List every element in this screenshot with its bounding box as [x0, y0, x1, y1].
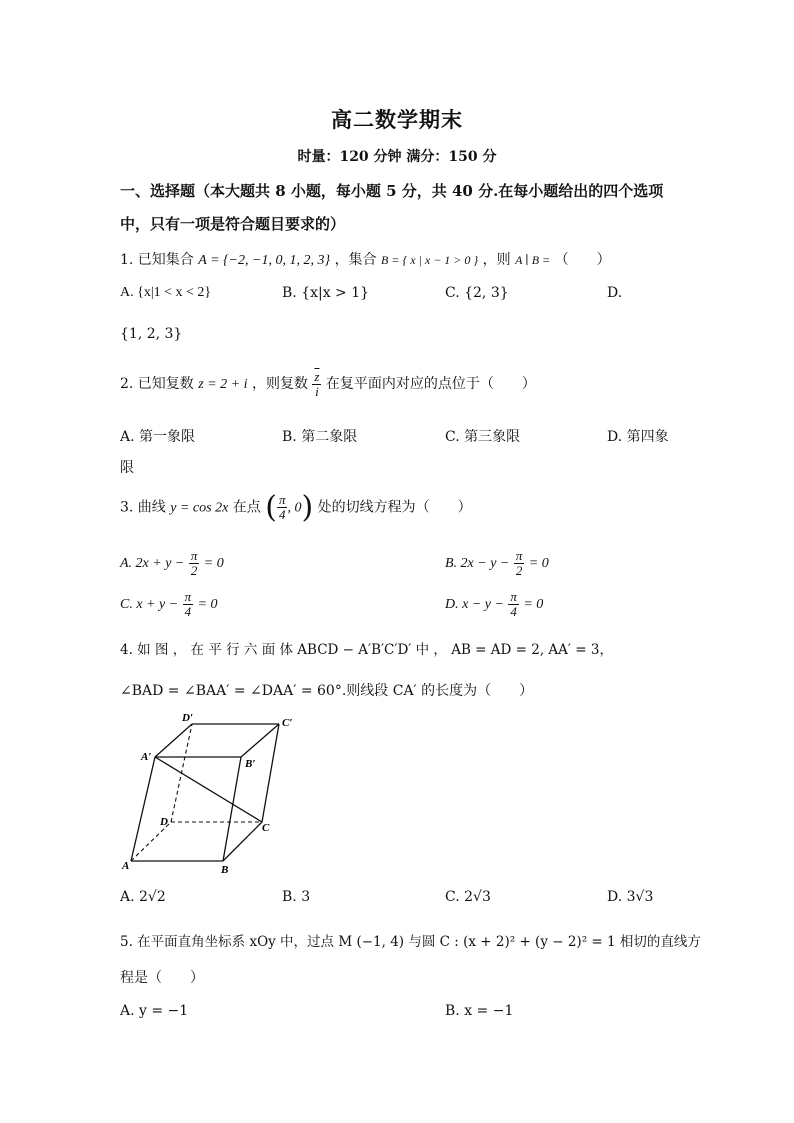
label-c: C: [262, 822, 270, 834]
question-5-line2: 程是（ ）: [120, 970, 204, 986]
q3-curve: y = cos 2x: [170, 500, 229, 516]
q2-end: 在复平面内对应的点位于（ ）: [325, 376, 536, 393]
q3-b-post: = 0: [528, 556, 549, 572]
section-heading: 一、选择题（本大题共 8 小题，每小题 5 分，共 40 分.在每小题给出的四个选项中，只有一项是符合题目要求的）: [120, 182, 664, 233]
q3-d-num: π: [510, 589, 517, 604]
q3-mid: 在点: [232, 499, 261, 516]
q3-option-d: [445, 590, 543, 618]
q3-pt-den: 4: [278, 507, 286, 522]
label-d-prime: D′: [182, 712, 194, 724]
q1-mid: ，集合: [334, 252, 377, 268]
q3-pt-tail: , 0: [287, 500, 302, 516]
exam-info: 时量：120 分钟 满分：150 分: [297, 149, 497, 165]
q1-option-d-value: {1, 2, 3}: [120, 326, 183, 342]
label-a-prime: A′: [141, 751, 152, 763]
q2-z: z = 2 + i: [198, 377, 248, 393]
q3-option-c: [120, 590, 218, 618]
question-4-line1: 4. 如 图 ， 在 平 行 六 面 体 ABCD − A′B′C′D′ 中 ， AB = AD = 2, AA′ = 3，: [120, 642, 613, 658]
q5-option-a: A. y = −1: [120, 1003, 189, 1019]
label-a: A: [122, 860, 130, 872]
question-5-line1: 5. 在平面直角坐标系 xOy 中，过点 M (−1, 4) 与圆 C : (x + 2)² + (y − 2)² = 1 相切的直线方: [120, 934, 701, 950]
question-4-line2: ∠BAD = ∠BAA′ = ∠DAA′ = 60°.则线段 CA′ 的长度为（ ）: [120, 683, 534, 699]
q3-pt-num: π: [278, 492, 286, 508]
q3-d-den: 4: [510, 603, 517, 619]
question-3: 3. 曲线 y = cos 2x 在点 ( $\frac{\pi}{4}$ , 0) 处的切线方程为（ ）: [120, 490, 472, 525]
q3-b-pre: B. 2x − y −: [445, 556, 510, 572]
label-c-prime: C′: [282, 717, 293, 729]
label-b: B: [221, 864, 229, 876]
q3-c-den: 4: [184, 603, 192, 619]
q3-c-post: = 0: [197, 597, 218, 613]
q3-b-den: 2: [515, 562, 523, 578]
q1-lead: 1. 已知集合: [120, 252, 194, 268]
q1-set-a: A = {−2, −1, 0, 1, 2, 3}: [198, 253, 331, 268]
q3-lead: 3. 曲线: [120, 499, 166, 516]
q1-option-d: D.: [607, 285, 623, 301]
q4-option-c: C. 2√3: [445, 889, 491, 905]
q4-option-b: B. 3: [282, 889, 311, 905]
q3-point-frac: [277, 493, 288, 521]
question-2: [120, 370, 536, 398]
q3-c-num: π: [184, 589, 192, 604]
label-b-prime: B′: [245, 758, 256, 770]
q3-a-num: π: [190, 548, 198, 563]
q2-lead: 2. 已知复数: [120, 376, 194, 393]
q2-fraction: [312, 370, 321, 398]
q4-option-a: A. 2√2: [120, 889, 166, 905]
q5-option-b: B. x = −1: [445, 1003, 514, 1019]
q3-option-b: [445, 549, 549, 577]
q3-option-a: [120, 549, 224, 577]
q4-option-d: D. 3√3: [607, 889, 654, 905]
q2-option-b: B. 第二象限: [282, 429, 358, 445]
q1-expr: A ∣ B =: [515, 253, 551, 267]
q2-frac-num: $\overline{z}$: [314, 369, 320, 384]
page-title: 高二数学期末: [331, 107, 463, 132]
parallelepiped-figure: [115, 710, 305, 880]
q3-a-pre: A. 2x + y −: [120, 556, 185, 572]
q2-option-d-cont: 限: [120, 460, 134, 476]
label-d: D: [160, 816, 168, 828]
question-1: [120, 249, 611, 269]
q3-d-post: = 0: [523, 597, 544, 613]
q2-option-c: C. 第三象限: [445, 429, 521, 445]
q3-b-num: π: [515, 548, 523, 563]
q2-option-d: D. 第四象: [607, 429, 669, 445]
q3-a-post: = 0: [203, 556, 224, 572]
q1-mid2: ，则: [482, 252, 511, 268]
q2-mid: ，则复数: [251, 376, 308, 393]
q2-frac-den: i: [312, 384, 321, 399]
q1-option-a: A. {x|1 < x < 2}: [120, 285, 212, 300]
q3-a-den: 2: [190, 562, 198, 578]
q1-set-b: B = { x | x − 1 > 0 }: [381, 253, 479, 267]
q3-end: 处的切线方程为（ ）: [317, 499, 472, 516]
q2-option-a: A. 第一象限: [120, 429, 196, 445]
q1-option-c: C. {2, 3}: [445, 285, 509, 301]
q1-option-b: B. {x|x > 1}: [282, 285, 370, 301]
q3-c-pre: C. x + y −: [120, 597, 179, 613]
q1-paren: （ ）: [554, 252, 611, 268]
q3-d-pre: D. x − y −: [445, 597, 504, 613]
